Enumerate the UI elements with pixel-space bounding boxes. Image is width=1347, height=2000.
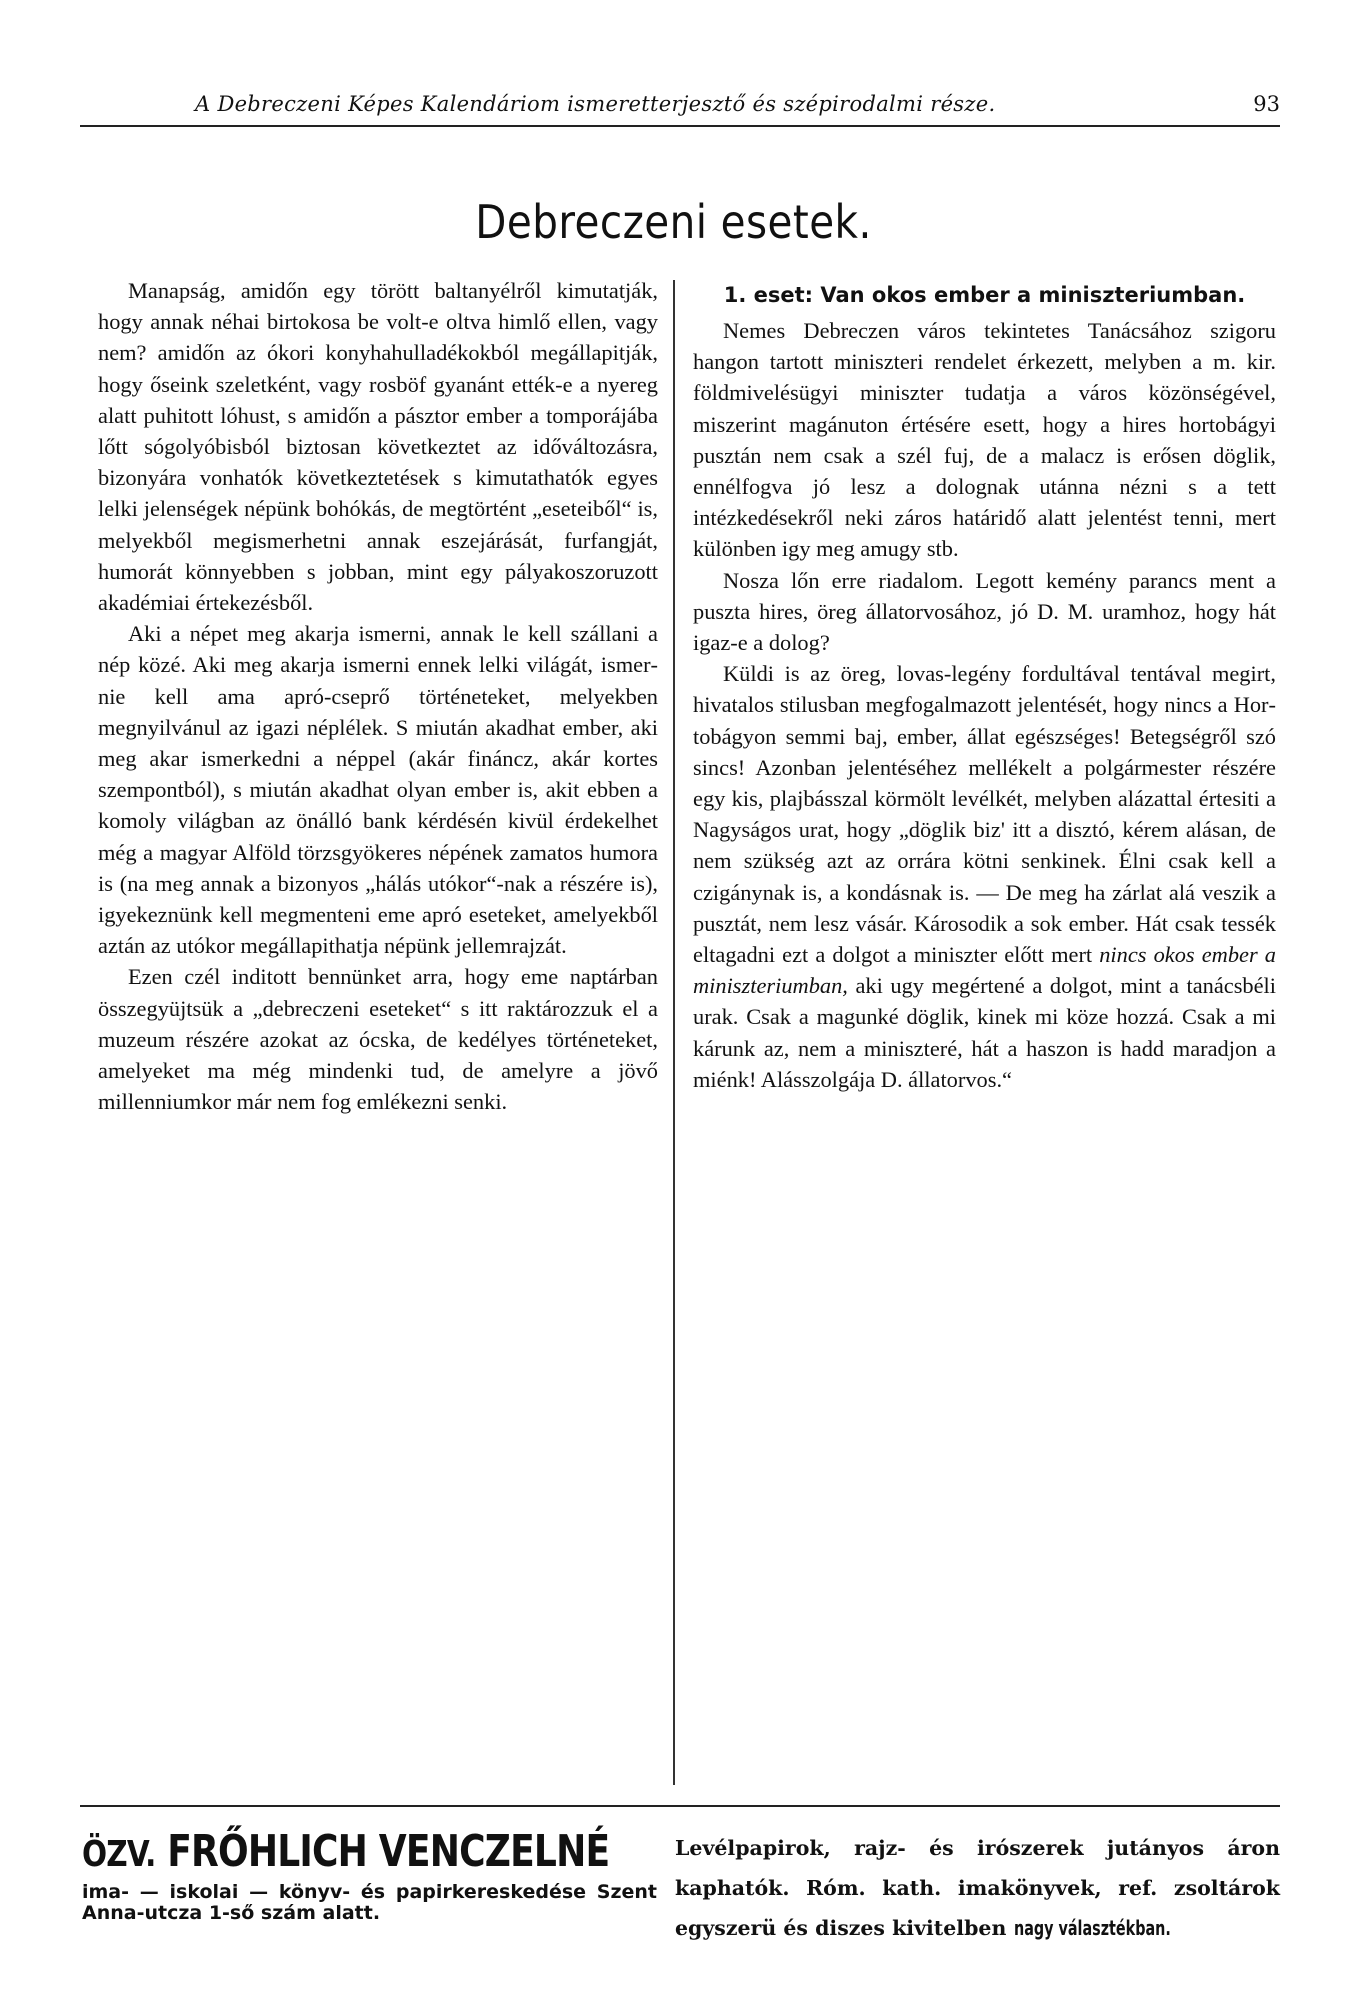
advertisement-emphasis: nagy választékban. xyxy=(1013,1916,1171,1940)
case-heading xyxy=(693,275,1276,315)
header-rule xyxy=(80,125,1280,127)
case-number: 1. eset: xyxy=(723,283,814,307)
advertiser-full-name: FRŐHLICH VENCZELNÉ xyxy=(167,1826,610,1877)
paragraph: Manapság, amidőn egy törött baltanyélről kimutatják, hogy annak néhai birtokosa be volt-e oltva himlő ellen, vagy nem? amidőn az ókori konyhahulladékokból megállapitják, hogy őseink szeletként, vagy rosböf gyanánt ették-e a nyereg alatt puhitott lóhust, s amidőn a pásztor ember a tomporájába lőtt sógolyóbisból biztosan következtet az időváltozásra, bizonyára vonhatók következtetések s kimutathatók egyes lelki jelenségek népünk bohókás, de megtörtént „eseteiből“ is, melyekből megismerhetni annak eszejárását, furfangját, humorát könnyebben s jobban, mint egy pályakoszoruzott akadémiai értekezésből. xyxy=(98,278,658,616)
left-column xyxy=(98,275,658,1117)
page-number: 93 xyxy=(1253,92,1280,116)
advertisement-text: Levélpapirok, rajz- és irószerek jutányos áron kaphatók. Róm. kath. imakönyvek, ref. zsoltárok egyszerü és diszes kivitelben xyxy=(675,1836,1280,1940)
column-divider xyxy=(673,280,675,1785)
paragraph: Nemes Debreczen város tekintetes Tanácsához szigoru hangon tartott miniszteri rendelet érkezett, melyben a m. kir. földmivelésügyi miniszter tudatja a város közönségével, miszerint magánuton értésére esett, hogy a hires hortobágyi pusztán nem csak a szél fuj, de a malacz is erősen döglik, ennélfogva jó lesz a dolognak utánna nézni s a tett intézkedésekről neki záros határidő alatt jelentést tenni, mert különben igy meg amugy stb. xyxy=(693,318,1276,562)
paragraph: Nosza lőn erre riadalom. Legott kemény parancs ment a puszta hires, öreg állatorvosához, jó D. M. uramhoz, hogy hát igaz-e a dolog? xyxy=(693,567,1276,656)
paragraph-closing: aki ugy megértené a dolgot, mint a tanácsbéli urak. Csak a magunké döglik, kinek mi köze hozzá. Csak a mi kárunk az, nem a miniszteré, hát a haszon is hadd maradjon a miénk! Alásszolgája D. állatorvos.“ xyxy=(693,973,1276,1092)
advertisement-left xyxy=(82,1825,662,1924)
running-header xyxy=(80,92,1280,122)
paragraph xyxy=(693,658,1276,1095)
advertiser-description: ima- — iskolai — könyv- és papirkereskedése Szent Anna-utcza 1-ső szám alatt. xyxy=(82,1881,657,1924)
paragraph-text: Küldi is az öreg, lovas-legény fordultával tentával megirt, hivatalos stilusban megfogalmazott jelentését, hogy nincs a Hortobágyon semmi baj, ember, állat egészséges! Betegségről szó sincs! Azonban jelentéséhez mellékelt a polgármester részére egy kis, plajbásszal körmölt levélkét, melyben alázattal értesiti a Nagyságos urat, hogy „döglik biz' itt a disztó, kérem alásan, de nem szükség azt az orrára kötni senkinek. Élni csak kell a czigánynak is, a kondásnak is. — De meg ha zárlat alá veszik a pusztát, nem lesz vásár. Károsodik a sok ember. Hát csak tessék eltagadni ezt a dolgot a miniszter előtt mert xyxy=(693,661,1276,968)
footer-rule xyxy=(80,1805,1280,1807)
advertiser-name xyxy=(82,1825,610,1882)
advertisement-right xyxy=(675,1828,1280,1948)
running-header-title: A Debreczeni Képes Kalendáriom ismeretterjesztő és szépirodalmi része. xyxy=(195,92,996,116)
case-title: Van okos ember a miniszteriumban. xyxy=(820,283,1246,307)
paragraph: Aki a népet meg akarja ismerni, annak le kell szállani a nép közé. Aki meg akarja ismerni ennek lelki világát, ismernie kell ama apró-cseprő történeteket, melyekben megnyilvánul az igazi néplélek. S miután akadhat ember, aki meg akar ismerkedni a néppel (akár fináncz, akár kortes szempontból), s miután akadhat olyan ember is, akit ebben a komoly világban az önálló bank kérdésén kivül érdekelhet még a magyar Alföld törzsgyökeres népének zamatos humora is (na meg annak a bizonyos „hálás utókor“-nak a részére is), igyekeznünk kell megmenteni eme apró eseteket, amelyekből aztán az utókor megállapithatja népünk jellemrajzát. xyxy=(98,621,658,959)
italic-phrase: nincs okos ember a miniszteriumban, xyxy=(693,942,1276,999)
advertiser-prefix: ÖZV. xyxy=(82,1834,156,1875)
paragraph: Ezen czél inditott bennünket arra, hogy eme naptárban összegyüjtsük a „debreczeni eseteket“ s itt raktározzuk el a muzeum részére azokat az ócska, de kedélyes történeteket, amelyeket ma még mindenki tud, de amelyre a jövő millenniumkor már nem fog emlékezni senki. xyxy=(98,964,658,1115)
right-column xyxy=(693,275,1276,1095)
article-title: Debreczeni esetek. xyxy=(475,195,872,249)
